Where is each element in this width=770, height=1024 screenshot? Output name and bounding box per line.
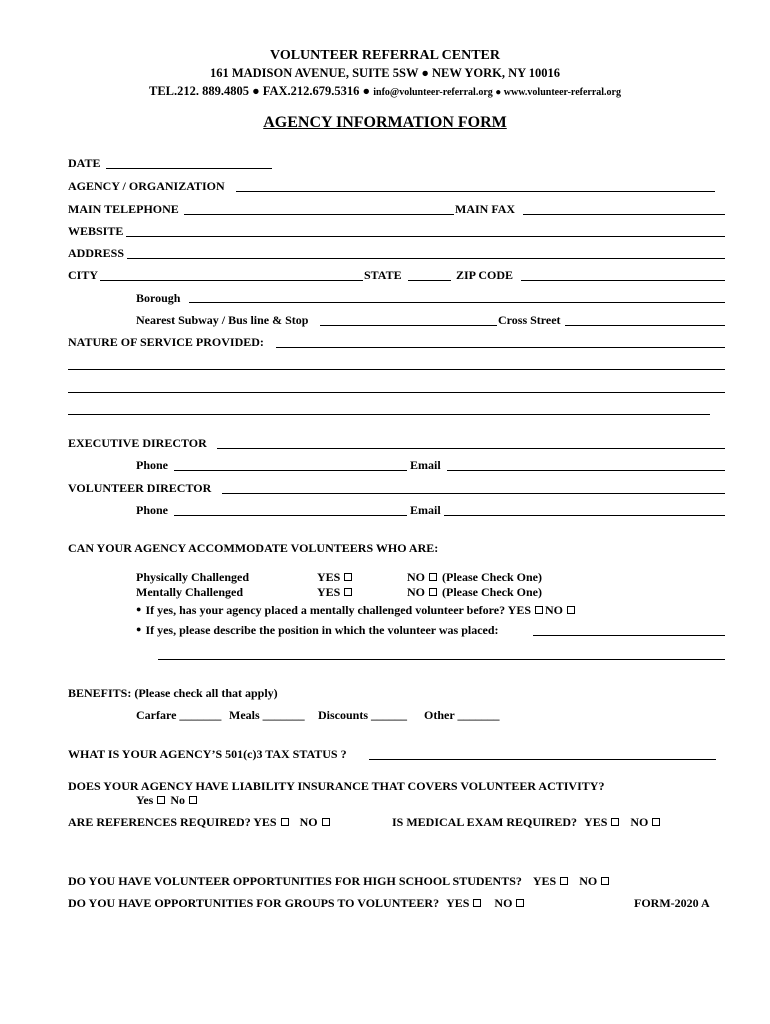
- describe-field-2[interactable]: [158, 659, 725, 660]
- main-telephone-label: MAIN TELEPHONE: [68, 202, 179, 216]
- exec-director-field[interactable]: [217, 448, 725, 449]
- volunteer-phone-label: Phone: [136, 503, 169, 517]
- org-address: 161 MADISON AVENUE, SUITE 5SW ● NEW YORK, NY 10016: [209, 66, 561, 80]
- physically-no-checkbox[interactable]: [429, 573, 437, 581]
- state-field[interactable]: [408, 280, 451, 281]
- references-no-label: NO: [299, 815, 318, 829]
- bullet-placed-before: [136, 604, 577, 616]
- physically-no-label: NO: [407, 570, 425, 584]
- bullet-placed-text: If yes, has your agency placed a mentally challenged volunteer before?: [145, 603, 506, 617]
- mentally-label: Mentally Challenged: [136, 585, 243, 599]
- physically-note: (Please Check One): [442, 570, 542, 584]
- medical-row: [392, 816, 662, 828]
- volunteer-director-field[interactable]: [222, 493, 725, 494]
- high-school-question: DO YOU HAVE VOLUNTEER OPPORTUNITIES FOR HIGH SCHOOL STUDENTS?: [68, 874, 522, 888]
- mentally-no-checkbox[interactable]: [429, 588, 437, 596]
- high-school-no-label: NO: [579, 874, 598, 888]
- benefit-meals[interactable]: Meals _______: [229, 708, 305, 722]
- medical-yes-label: YES: [584, 815, 608, 829]
- placed-yes-label: YES: [507, 603, 531, 617]
- liability-question: DOES YOUR AGENCY HAVE LIABILITY INSURANCE THAT COVERS VOLUNTEER ACTIVITY?: [68, 779, 605, 793]
- groups-question: DO YOU HAVE OPPORTUNITIES FOR GROUPS TO VOLUNTEER?: [68, 896, 440, 910]
- physically-yes-label: YES: [317, 570, 341, 584]
- medical-question: IS MEDICAL EXAM REQUIRED?: [392, 815, 578, 829]
- org-contact: [0, 85, 770, 98]
- placed-no-label: NO: [545, 603, 563, 617]
- nature-field-3[interactable]: [68, 392, 725, 393]
- groups-row: [68, 897, 526, 909]
- borough-label: Borough: [136, 291, 181, 305]
- volunteer-email-label: Email: [410, 503, 441, 517]
- references-no-checkbox[interactable]: [322, 818, 330, 826]
- groups-yes-checkbox[interactable]: [473, 899, 481, 907]
- groups-yes-label: YES: [446, 896, 470, 910]
- high-school-row: [68, 875, 611, 887]
- mentally-yes-label: YES: [317, 585, 341, 599]
- medical-yes-checkbox[interactable]: [611, 818, 619, 826]
- exec-email-label: Email: [410, 458, 441, 472]
- subway-label: Nearest Subway / Bus line & Stop: [136, 313, 309, 327]
- website-label: WEBSITE: [68, 224, 124, 238]
- high-school-yes-label: YES: [532, 874, 557, 888]
- volunteer-director-label: VOLUNTEER DIRECTOR: [68, 481, 212, 495]
- main-telephone-field[interactable]: [184, 214, 454, 215]
- volunteer-email-field[interactable]: [444, 515, 725, 516]
- references-yes-checkbox[interactable]: [281, 818, 289, 826]
- benefit-discounts[interactable]: Discounts ______: [318, 708, 408, 722]
- liability-yes-checkbox[interactable]: [157, 796, 165, 804]
- high-school-yes-checkbox[interactable]: [560, 877, 568, 885]
- mentally-no: [407, 586, 542, 598]
- bullet-icon: ●: [136, 604, 142, 614]
- mentally-no-label: NO: [407, 585, 425, 599]
- volunteer-phone-field[interactable]: [174, 515, 407, 516]
- high-school-no-checkbox[interactable]: [601, 877, 609, 885]
- address-label: ADDRESS: [68, 246, 125, 260]
- references-question: ARE REFERENCES REQUIRED?: [68, 815, 251, 829]
- exec-phone-field[interactable]: [174, 470, 407, 471]
- zip-label: ZIP CODE: [456, 268, 514, 282]
- groups-no-checkbox[interactable]: [516, 899, 524, 907]
- city-field[interactable]: [100, 280, 363, 281]
- placed-no-checkbox[interactable]: [567, 606, 575, 614]
- exec-director-label: EXECUTIVE DIRECTOR: [68, 436, 207, 450]
- groups-no-label: NO: [494, 896, 513, 910]
- zip-field[interactable]: [521, 280, 725, 281]
- bullet-describe: [136, 624, 499, 636]
- physically-yes: [317, 571, 354, 583]
- subway-field[interactable]: [320, 325, 497, 326]
- accommodate-question: CAN YOUR AGENCY ACCOMMODATE VOLUNTEERS WHO ARE:: [68, 541, 439, 555]
- medical-no-checkbox[interactable]: [652, 818, 660, 826]
- liability-options: [136, 794, 199, 806]
- describe-field-1[interactable]: [533, 635, 725, 636]
- main-fax-field[interactable]: [523, 214, 725, 215]
- mentally-note: (Please Check One): [442, 585, 542, 599]
- tax-status-field[interactable]: [369, 759, 716, 760]
- mentally-yes-checkbox[interactable]: [344, 588, 352, 596]
- exec-phone-label: Phone: [136, 458, 169, 472]
- nature-field-1[interactable]: [276, 347, 725, 348]
- placed-yes-checkbox[interactable]: [535, 606, 543, 614]
- nature-field-2[interactable]: [68, 369, 725, 370]
- benefits-heading: BENEFITS: (Please check all that apply): [68, 686, 278, 700]
- agency-field[interactable]: [236, 191, 715, 192]
- website-field[interactable]: [126, 236, 725, 237]
- bullet-icon: ●: [136, 624, 142, 634]
- references-row: [68, 816, 332, 828]
- agency-label: AGENCY / ORGANIZATION: [68, 179, 225, 193]
- borough-field[interactable]: [189, 302, 725, 303]
- medical-no-label: NO: [630, 815, 649, 829]
- city-label: CITY: [68, 268, 99, 282]
- form-title: AGENCY INFORMATION FORM: [263, 114, 507, 131]
- liability-yes-label: Yes: [136, 793, 154, 807]
- tel-fax: TEL.212. 889.4805 ● FAX.212.679.5316 ●: [148, 84, 371, 98]
- physically-no: [407, 571, 542, 583]
- state-label: STATE: [364, 268, 402, 282]
- nature-label: NATURE OF SERVICE PROVIDED:: [68, 335, 264, 349]
- benefit-other[interactable]: Other _______: [424, 708, 500, 722]
- benefit-carfare[interactable]: Carfare _______: [136, 708, 222, 722]
- liability-no-checkbox[interactable]: [189, 796, 197, 804]
- form-code: FORM-2020 A: [634, 896, 710, 910]
- date-label: DATE: [68, 156, 101, 170]
- mentally-yes: [317, 586, 354, 598]
- cross-street-label: Cross Street: [498, 313, 561, 327]
- physically-yes-checkbox[interactable]: [344, 573, 352, 581]
- email-web: info@volunteer-referral.org ● www.volunteer-referral.org: [373, 87, 621, 98]
- liability-no-label: No: [170, 793, 186, 807]
- date-field[interactable]: [106, 168, 272, 169]
- physically-label: Physically Challenged: [136, 570, 250, 584]
- org-name: VOLUNTEER REFERRAL CENTER: [270, 48, 500, 63]
- exec-email-field[interactable]: [447, 470, 725, 471]
- main-fax-label: MAIN FAX: [455, 202, 516, 216]
- cross-street-field[interactable]: [565, 325, 725, 326]
- references-yes-label: YES: [253, 815, 277, 829]
- bullet-describe-text: If yes, please describe the position in which the volunteer was placed:: [145, 623, 499, 637]
- address-field[interactable]: [127, 258, 725, 259]
- tax-status-question: WHAT IS YOUR AGENCY’S 501(c)3 TAX STATUS ?: [68, 747, 347, 761]
- nature-field-4[interactable]: [68, 414, 710, 415]
